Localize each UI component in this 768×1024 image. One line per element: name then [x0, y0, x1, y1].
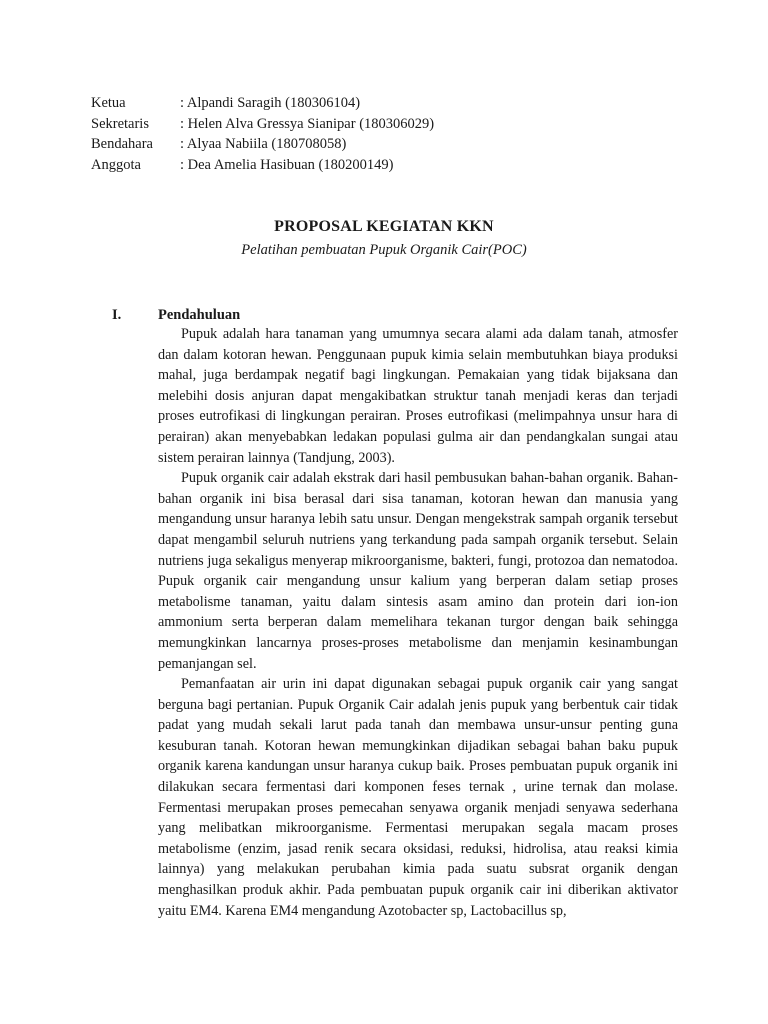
document-title: PROPOSAL KEGIATAN KKN [274, 218, 494, 235]
document-subtitle: Pelatihan pembuatan Pupuk Organik Cair(POC) [241, 242, 527, 258]
member-role: Bendahara [91, 136, 153, 152]
member-row-anggota [91, 155, 434, 176]
member-role: Ketua [91, 95, 126, 111]
member-row-sekretaris [91, 114, 434, 135]
member-role: Anggota [91, 156, 141, 173]
member-list [91, 93, 434, 175]
member-row-bendahara [91, 134, 434, 155]
member-name: : Dea Amelia Hasibuan (180200149) [180, 156, 394, 173]
member-name: : Helen Alva Gressya Sianipar (180306029) [180, 115, 435, 132]
paragraph: Pupuk organik cair adalah ekstrak dari hasil pembusukan bahan-bahan organik. Bahan-bahan organik ini bisa berasal dari sisa tanaman, kotoran hewan dan manusia yang mengandung unsur haranya lebih satu unsur. Dengan mengekstrak sampah organik tersebut dapat mengambil seluruh nutriens yang terkandung pada sampah organik tersebut. Selain nutriens juga sekaligus menyerap mikroorganisme, bakteri, fungi, protozoa dan nematodoa. Pupuk organik cair mengandung unsur kalium yang berperan dalam setiap proses metabolisme tanaman, yaitu dalam sintesis asam amino dan protein dari ion-ion ammonium serta berperan dalam memelihara tekanan turgor dengan baik sehingga memungkinkan lancarnya proses-proses metabolisme dan menjamin kesinambungan pemanjangan sel. [158, 470, 678, 672]
section-heading: Pendahuluan [158, 307, 241, 323]
member-name: : Alpandi Saragih (180306104) [180, 95, 361, 111]
member-row-ketua [91, 93, 434, 114]
member-name: : Alyaa Nabiila (180708058) [180, 136, 347, 152]
section-body [158, 324, 678, 921]
paragraph: Pupuk adalah hara tanaman yang umumnya secara alami ada dalam tanah, atmosfer dan dalam kotoran hewan. Penggunaan pupuk kimia selain membutuhkan biaya produksi mahal, juga berdampak negatif bagi lingkungan. Pemakaian yang tidak bijaksana dan melebihi dosis anjuran dapat mengakibatkan struktur tanah menjadi keras dan terjadi proses eutrofikasi di lingkungan perairan. Proses eutrofikasi (melimpahnya unsur hara di perairan) akan menyebabkan ledakan populasi gulma air dan pendangkalan sungai atau sistem perairan lainnya (Tandjung, 2003). [158, 326, 678, 466]
member-role: Sekretaris [91, 115, 149, 132]
paragraph: Pemanfaatan air urin ini dapat digunakan sebagai pupuk organik cair yang sangat berguna bagi pertanian. Pupuk Organik Cair adalah jenis pupuk yang berbentuk cair tidak padat yang mudah sekali larut pada tanah dan membawa unsur-unsur penting guna kesuburan tanah. Kotoran hewan memungkinkan dijadikan sebagai bahan baku pupuk organik karena kandungan unsur haranya cukup baik. Proses pembuatan pupuk organik ini dilakukan secara fermentasi dari komponen feses ternak , urine ternak dan molase. Fermentasi merupakan proses pemecahan senyawa organik menjadi senyawa sederhana yang melibatkan mikroorganisme. Fermentasi merupakan segala macam proses metabolisme (enzim, jasad renik secara oksidasi, reduksi, hidrolisa, atau reaksi kimia lainnya) yang melakukan perubahan kimia pada suatu subsrat organik dengan menghasilkan produk akhir. Pada pembuatan pupuk organik cair ini diberikan aktivator yaitu EM4. Karena EM4 mengandung Azotobacter sp, Lactobacillus sp, [158, 676, 678, 919]
section-number: I. [112, 307, 122, 323]
